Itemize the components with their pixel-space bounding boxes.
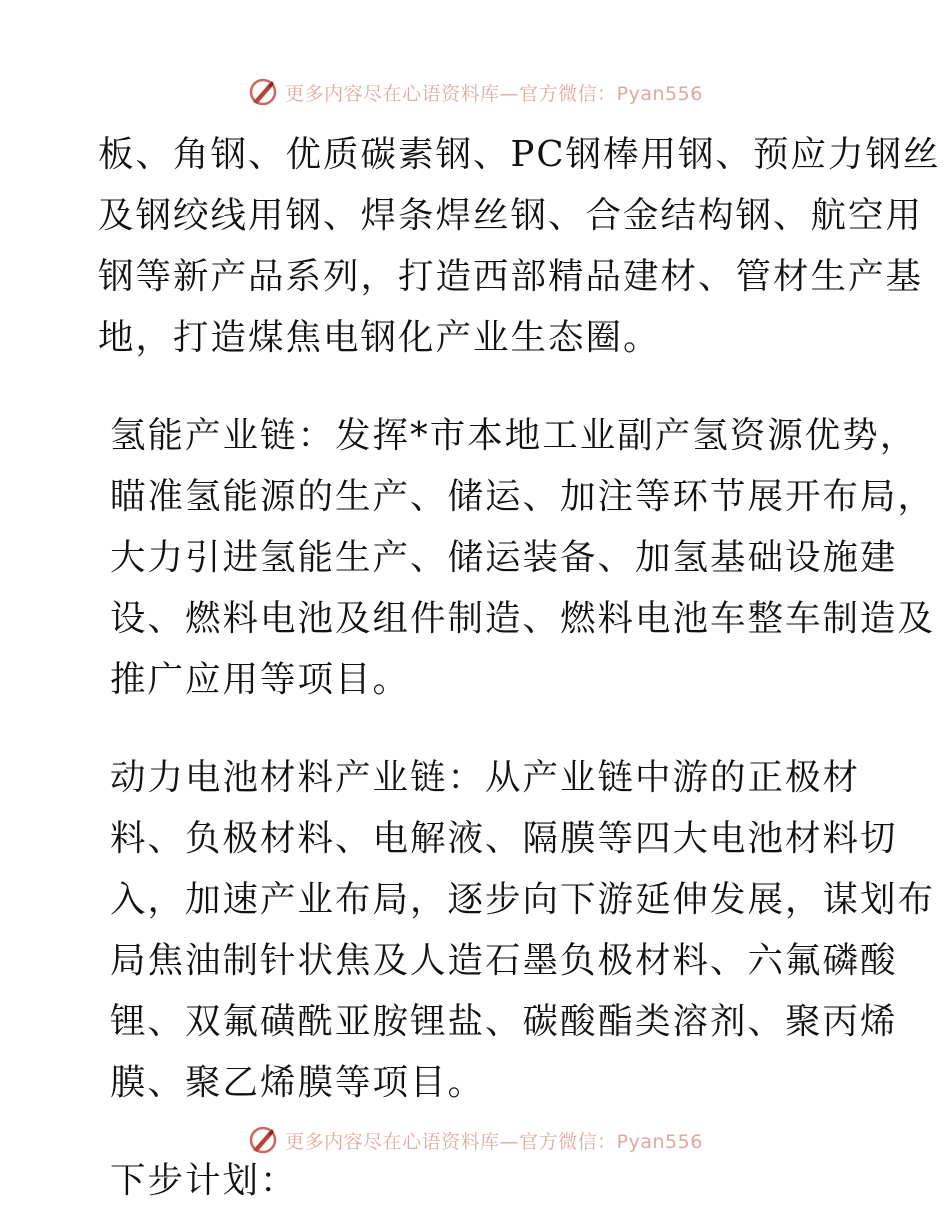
pen-logo-icon xyxy=(247,1124,279,1156)
text-line: 地，打造煤焦电钢化产业生态圈。 xyxy=(98,317,661,358)
text-line: 氢能产业链：发挥*市本地工业副产氢资源优势， xyxy=(110,415,918,456)
text-line: 板、角钢、优质碳素钢、PC钢棒用钢、预应力钢丝 xyxy=(98,134,941,175)
text-line: 瞄准氢能源的生产、储运、加注等环节展开布局， xyxy=(110,476,936,517)
text-line: 大力引进氢能生产、储运装备、加氢基础设施建 xyxy=(110,537,898,578)
paragraph-battery xyxy=(98,747,936,1113)
text-line: 局焦油制针状焦及人造石墨负极材料、六氟磷酸 xyxy=(110,940,898,981)
watermark-text: 更多内容尽在心语资料库—官方微信：Pyan556 xyxy=(285,1130,703,1153)
section-heading: 下步计划： xyxy=(110,1160,298,1201)
header-watermark xyxy=(0,72,950,112)
paragraph-hydrogen xyxy=(98,405,936,710)
text-line: 设、燃料电池及组件制造、燃料电池车整车制造及 xyxy=(110,598,936,639)
text-line: 钢等新产品系列，打造西部精品建材、管材生产基 xyxy=(98,256,924,297)
text-line: 及钢绞线用钢、焊条焊丝钢、合金结构钢、航空用 xyxy=(98,195,924,236)
text-line: 膜、聚乙烯膜等项目。 xyxy=(110,1062,486,1103)
text-line: 入，加速产业布局，逐步向下游延伸发展，谋划布 xyxy=(110,879,936,920)
document-body xyxy=(98,124,941,1211)
paragraph-steel xyxy=(98,124,941,368)
text-line: 锂、双氟磺酰亚胺锂盐、碳酸酯类溶剂、聚丙烯 xyxy=(110,1001,898,1042)
watermark-text: 更多内容尽在心语资料库—官方微信：Pyan556 xyxy=(285,82,703,105)
text-line: 动力电池材料产业链：从产业链中游的正极材 xyxy=(110,757,861,798)
text-line: 料、负极材料、电解液、隔膜等四大电池材料切 xyxy=(110,818,898,859)
text-line: 推广应用等项目。 xyxy=(110,659,411,700)
footer-watermark xyxy=(0,1120,950,1160)
pen-logo-icon xyxy=(247,76,279,108)
